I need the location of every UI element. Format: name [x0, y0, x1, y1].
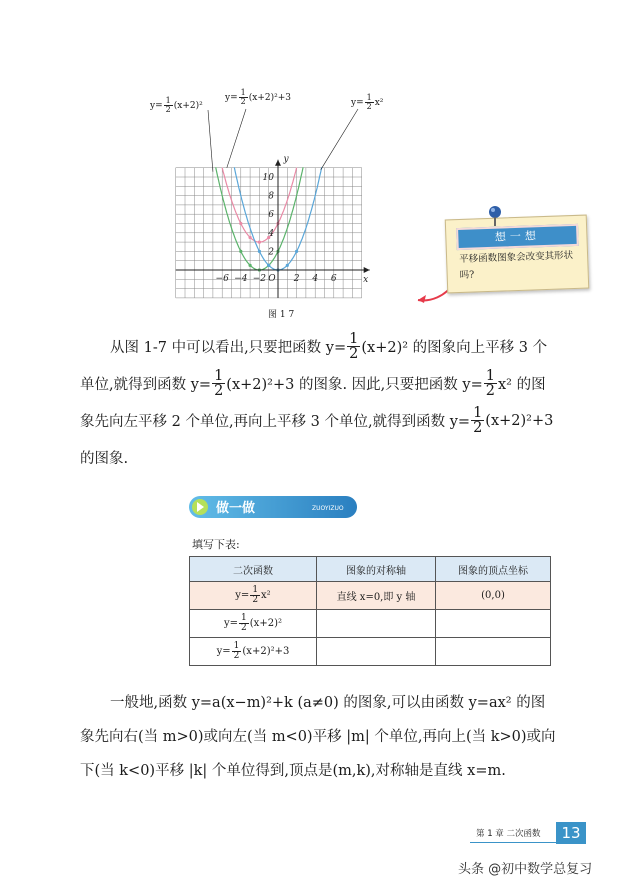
axis-cell[interactable] — [317, 610, 436, 638]
function-cell: y= $\frac{1}{2}$ (x+2)² — [190, 610, 317, 638]
table-header — [190, 557, 551, 582]
curve-point — [239, 250, 242, 253]
x-tick-label: −6 — [215, 274, 229, 284]
x-tick-label: −2 — [252, 274, 267, 284]
vertex-cell[interactable] — [436, 638, 551, 666]
y-axis-arrow — [275, 160, 281, 166]
curve-point — [239, 222, 242, 225]
zuoyizuo-sub: ZUOYIZUO — [312, 505, 344, 512]
x-axis-arrow — [364, 267, 370, 273]
table-row — [190, 638, 551, 666]
table-intro: 填写下表: — [192, 538, 240, 551]
curve-label-mid: y= $\frac{1}{2}$ (x+2)²+3 — [225, 88, 291, 106]
function-cell: y= $\frac{1}{2}$ (x+2)²+3 — [190, 638, 317, 666]
curve-point — [295, 250, 298, 253]
think-note — [445, 215, 589, 294]
curve-point — [258, 250, 261, 253]
header-cell: 二次函数 — [190, 557, 317, 582]
x-tick-label: 6 — [330, 274, 337, 284]
axis-cell: 直线 x=0,即 y 轴 — [317, 582, 436, 610]
think-text: 平移函数图象会改变其形状吗? — [458, 250, 574, 282]
fill-table — [189, 556, 551, 666]
table-row — [190, 582, 551, 610]
watermark: 头条 @初中数学总复习 — [458, 862, 593, 877]
leader-line — [208, 110, 213, 172]
vertex-cell[interactable] — [436, 610, 551, 638]
x-tick-label: 2 — [293, 274, 300, 284]
zuoyizuo-title: 做一做 — [216, 501, 256, 516]
header-cell: 图象的顶点坐标 — [436, 557, 551, 582]
chapter-label: 第 1 章 二次函数 — [476, 829, 541, 839]
footer-rule — [470, 842, 558, 843]
page-number: 13 — [556, 822, 586, 844]
curve-point — [286, 264, 289, 267]
parabola-graph — [150, 85, 410, 315]
origin-label: O — [268, 274, 276, 284]
curve-label-right: y= $\frac{1}{2}$ x² — [351, 93, 384, 111]
y-tick-label: 10 — [262, 173, 274, 183]
x-tick-label: −4 — [234, 274, 248, 284]
x-axis-label: x — [363, 275, 369, 285]
leader-line — [227, 109, 246, 168]
table-row — [190, 610, 551, 638]
figure-caption: 图 1 7 — [268, 310, 295, 320]
leader-line — [321, 109, 358, 170]
axis-cell[interactable] — [317, 638, 436, 666]
curve-point — [267, 264, 270, 267]
curve-point — [258, 241, 261, 244]
pin-icon — [486, 204, 504, 228]
y-tick-label: 4 — [268, 228, 274, 239]
x-tick-label: 4 — [312, 274, 319, 284]
vertex-cell: (0,0) — [436, 582, 551, 610]
y-axis-label: y — [283, 154, 289, 165]
paragraph-1: 从图 1-7 中可以看出,只要把函数 y= $\frac{1}{2}$ (x+2)² 的图象向上平移 3 个 单位,就得到函数 y= $\frac{1}{2}$ (x+2)²+3 的图象. 因此,只要把函数 y= $\frac{1}{2}$ x² 的图 象先向左平移 2 个单位,再向上平移 3 个单位,就得到函数 y= $\frac{1}{2}$ (x+2)²+3 的图象. — [80, 330, 554, 467]
curve-point — [249, 264, 252, 267]
curve-point — [249, 236, 252, 239]
curve-label-left: y= $\frac{1}{2}$ (x+2)² — [150, 96, 203, 114]
header-cell: 图象的对称轴 — [317, 557, 436, 582]
paragraph-2: 一般地,函数 y=a(x−m)²+k (a≠0) 的图象,可以由函数 y=ax² 的图 象先向右(当 m>0)或向左(当 m<0)平移 |m| 个单位,再向上(当 k>0)或向 下(当 k<0)平移 |k| 个单位得到,顶点是(m,k),对称轴是直线 x=m. — [80, 694, 556, 779]
function-cell: y= $\frac{1}{2}$ x² — [190, 582, 317, 610]
y-tick-label: 2 — [268, 247, 274, 258]
think-title: 想一想 — [456, 224, 579, 250]
y-tick-label: 6 — [268, 210, 274, 221]
y-tick-label: 8 — [268, 191, 274, 202]
